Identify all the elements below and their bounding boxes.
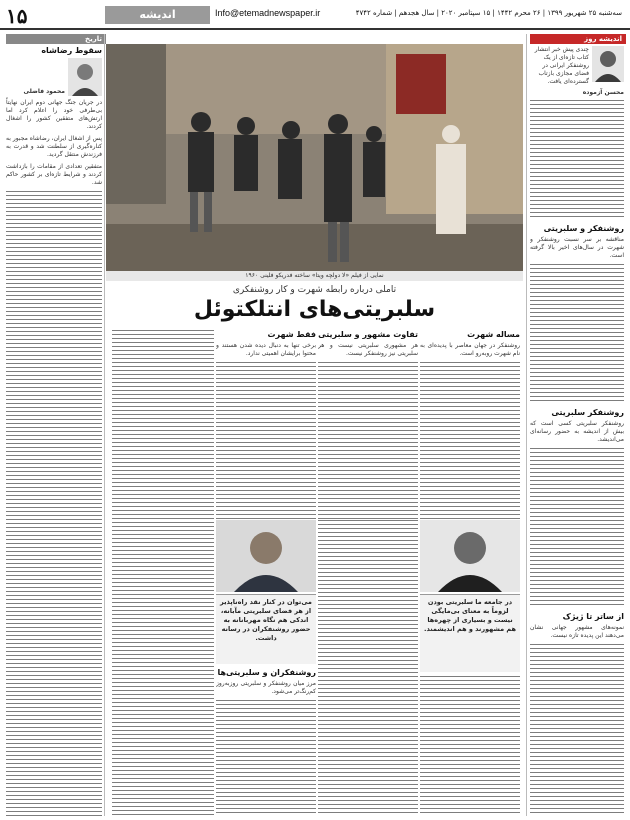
- photo-caption: نمایی از فیلم «لا دولچه ویتا» ساخته فدریکو فلینی ۱۹۶۰: [106, 271, 523, 281]
- page-header: [0, 0, 630, 30]
- right-section-text: نمونه‌های مشهور جهانی نشان می‌دهند این پدیده تازه نیست.: [530, 624, 624, 639]
- right-text-body: [530, 644, 624, 816]
- pull-quote-left: می‌توان در کنار نقد راه‌ناپذیر از هر فضای سلبریتی مآبانه، اندکی هم نگاه مهربانانه به حضور روشنفکران در رسانه داشت.: [216, 594, 316, 664]
- left-paragraph: در جریان جنگ جهانی دوم ایران نهایتاً بی‌طرفی خود را اعلام کرد اما ارتش‌های متفقین کشور را اشغال کردند.: [6, 99, 102, 130]
- feature-text-body: [216, 700, 316, 816]
- feature-text-body: [318, 362, 418, 520]
- pull-quote-right: در جامعه ما سلبریتی بودن لزوماً به معنای بی‌مایگی نیست و بسیاری از چهره‌ها هم مشهورند و هم اندیشمند.: [420, 594, 520, 672]
- left-author-name: محمود فاضلی: [23, 88, 65, 95]
- subsection-title: مساله شهرت: [467, 330, 520, 339]
- right-section-title: از ساتر تا ژیژک: [562, 612, 624, 621]
- feature-column-3: [216, 330, 316, 520]
- left-paragraph: متفقین تعدادی از مقامات را بازداشت کردند و شرایط تازه‌ای بر کشور حاکم شد.: [6, 163, 102, 186]
- website-email[interactable]: Info@etemadnewspaper.ir: [215, 8, 321, 18]
- feature-column-4: [112, 330, 214, 816]
- right-section-text: روشنفکر سلبریتی کسی است که بیش از اندیشه به حضور رسانه‌ای می‌اندیشد.: [530, 420, 624, 443]
- dateline: سه‌شنبه ۲۵ شهریور ۱۳۹۹ | ۲۶ محرم ۱۴۴۲ | ۱۵ سپتامبر ۲۰۲۰ | سال هجدهم | شماره ۴۷۴۲: [355, 9, 622, 17]
- feature-column-5: [318, 520, 418, 816]
- column-divider: [526, 34, 527, 816]
- right-column: [530, 46, 624, 816]
- subsection-text: مرز میان روشنفکر و سلبریتی روزبه‌روز کم‌رنگ‌تر می‌شود.: [216, 680, 316, 695]
- column-divider: [104, 34, 105, 816]
- feature-column-2: [318, 330, 418, 520]
- right-intro: چندی پیش خبر انتشار کتاب تازه‌ای از یک روشنفکر ایرانی در فضای مجازی بازتاب گسترده‌ای یافت.: [534, 46, 589, 85]
- right-author-name: محسن آزموده: [582, 89, 624, 96]
- feature-text-body: [318, 520, 418, 816]
- subsection-text: روشنفکر در جهان معاصر با پدیده‌ای به نام شهرت روبه‌رو است.: [420, 342, 520, 357]
- sartre-portrait: [420, 520, 520, 592]
- feature-text-body: [216, 362, 316, 520]
- feature-column-6: [216, 668, 316, 816]
- right-section-text: مناقشه بر سر نسبت روشنفکر و شهرت در سال‌های اخیر بالا گرفته است.: [530, 236, 624, 259]
- feature-column-7: [420, 676, 520, 816]
- left-column: [6, 46, 102, 816]
- left-paragraph: پس از اشغال ایران، رضاشاه مجبور به کناره‌گیری از سلطنت شد و قدرت به فرزندش منتقل گردید.: [6, 135, 102, 158]
- feature-photo: [106, 44, 523, 271]
- header-rule: [0, 28, 630, 30]
- right-section-title: روشنفکر و سلبریتی: [543, 224, 624, 233]
- right-text-body: [530, 100, 624, 220]
- right-column-tag: اندیشه روز: [530, 34, 626, 44]
- left-text-body: [6, 191, 102, 816]
- page-number: ۱۵: [6, 6, 28, 28]
- subsection-title: روشنفکران و سلبریتی‌ها: [217, 668, 316, 677]
- feature-kicker: تاملی درباره رابطه شهرت و کار روشنفکری: [232, 285, 397, 295]
- zizek-portrait: [216, 520, 316, 592]
- right-author-photo: [592, 46, 624, 82]
- right-text-body: [530, 448, 624, 608]
- subsection-text: برخی تنها به دنبال دیده شدن هستند و محتوا برایشان اهمیتی ندارد.: [216, 342, 316, 357]
- feature-text-body: [420, 362, 520, 520]
- subsection-title: تفاوت مشهور و سلبریتی: [318, 330, 418, 339]
- feature-column-1: [420, 330, 520, 520]
- left-column-title: سقوط رضاشاه: [41, 46, 102, 55]
- subsection-text: هر مشهوری سلبریتی نیست و هر سلبریتی نیز روشنفکر نیست.: [318, 342, 418, 357]
- left-author-photo: [68, 58, 102, 96]
- right-text-body: [530, 264, 624, 404]
- left-column-tag: تاریخ: [6, 34, 106, 44]
- right-section-title: روشنفکر سلبریتی: [551, 408, 624, 417]
- section-label: اندیشه: [105, 6, 210, 24]
- feature-headline: سلبریتی‌های انتلکتوئل: [193, 297, 436, 322]
- subsection-title: فقط شهرت: [267, 330, 316, 339]
- feature-text-body: [420, 676, 520, 816]
- feature-text-body: [112, 330, 214, 816]
